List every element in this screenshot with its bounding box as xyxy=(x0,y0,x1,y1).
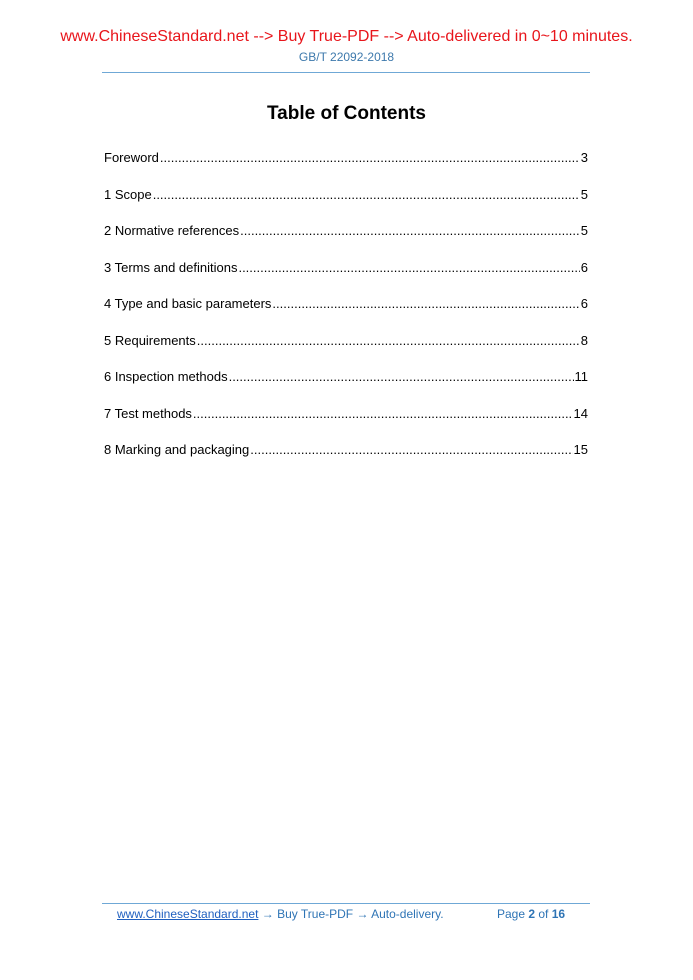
of-label: of xyxy=(535,907,552,921)
toc-entry-inspection-methods[interactable] xyxy=(104,367,588,404)
toc-leader-dots xyxy=(229,367,574,387)
toc-entry-page: 6 xyxy=(580,296,588,311)
toc-leader-dots xyxy=(153,185,580,205)
toc-entry-label: 1 Scope xyxy=(104,186,152,202)
toc-entry-label: 5 Requirements xyxy=(104,332,196,348)
toc-entry-test-methods[interactable] xyxy=(104,404,588,441)
toc-entry-marking-and-packaging[interactable] xyxy=(104,440,588,477)
header-divider xyxy=(102,72,590,73)
toc-entry-label: 3 Terms and definitions xyxy=(104,259,238,275)
toc-entry-page: 5 xyxy=(580,186,588,202)
toc-entry-page: 5 xyxy=(580,223,588,238)
page-title: Table of Contents xyxy=(266,103,427,124)
toc-leader-dots xyxy=(193,404,573,424)
toc-entry-normative-references[interactable] xyxy=(104,221,588,258)
toc-entry-label: 8 Marking and packaging xyxy=(104,442,250,457)
footer-site-link[interactable]: www.ChineseStandard.net xyxy=(117,907,259,921)
toc-leader-dots xyxy=(250,440,572,460)
toc-entry-page: 15 xyxy=(573,442,588,457)
toc-leader-dots xyxy=(240,221,580,241)
toc-entry-foreword[interactable] xyxy=(104,148,588,185)
toc-entry-page: 8 xyxy=(580,332,588,348)
page-label: Page xyxy=(497,907,529,921)
page-indicator xyxy=(497,906,565,922)
document-id: GB/T 22092-2018 xyxy=(298,50,395,64)
toc-entry-page: 6 xyxy=(580,259,588,275)
toc-entry-scope[interactable] xyxy=(104,185,588,222)
toc-entry-type-and-basic-parameters[interactable] xyxy=(104,294,588,331)
page-footer xyxy=(117,906,587,922)
toc-entry-label: 7 Test methods xyxy=(104,405,192,421)
total-pages-number: 16 xyxy=(551,907,566,921)
current-page-number: 2 xyxy=(528,907,536,921)
toc-entry-label: 6 Inspection methods xyxy=(104,369,228,384)
promo-banner[interactable]: www.ChineseStandard.net --> Buy True-PDF --> Auto-delivered in 0~10 minutes. xyxy=(60,28,633,45)
toc-leader-dots xyxy=(197,331,580,351)
toc-leader-dots xyxy=(160,148,580,168)
toc-entry-page: 3 xyxy=(580,150,588,165)
toc-entry-terms-and-definitions[interactable] xyxy=(104,258,588,295)
toc-entry-label: 4 Type and basic parameters xyxy=(104,296,272,311)
toc-entry-page: 14 xyxy=(573,405,588,421)
toc-entry-label: 2 Normative references xyxy=(104,223,240,238)
footer-tagline: → Buy True-PDF → Auto-delivery. xyxy=(258,907,444,921)
toc-leader-dots xyxy=(272,294,579,314)
footer-divider xyxy=(102,903,590,904)
table-of-contents xyxy=(104,148,588,477)
toc-leader-dots xyxy=(238,258,579,278)
toc-entry-requirements[interactable] xyxy=(104,331,588,368)
toc-entry-page: 11 xyxy=(574,369,588,384)
toc-entry-label: Foreword xyxy=(104,150,159,165)
